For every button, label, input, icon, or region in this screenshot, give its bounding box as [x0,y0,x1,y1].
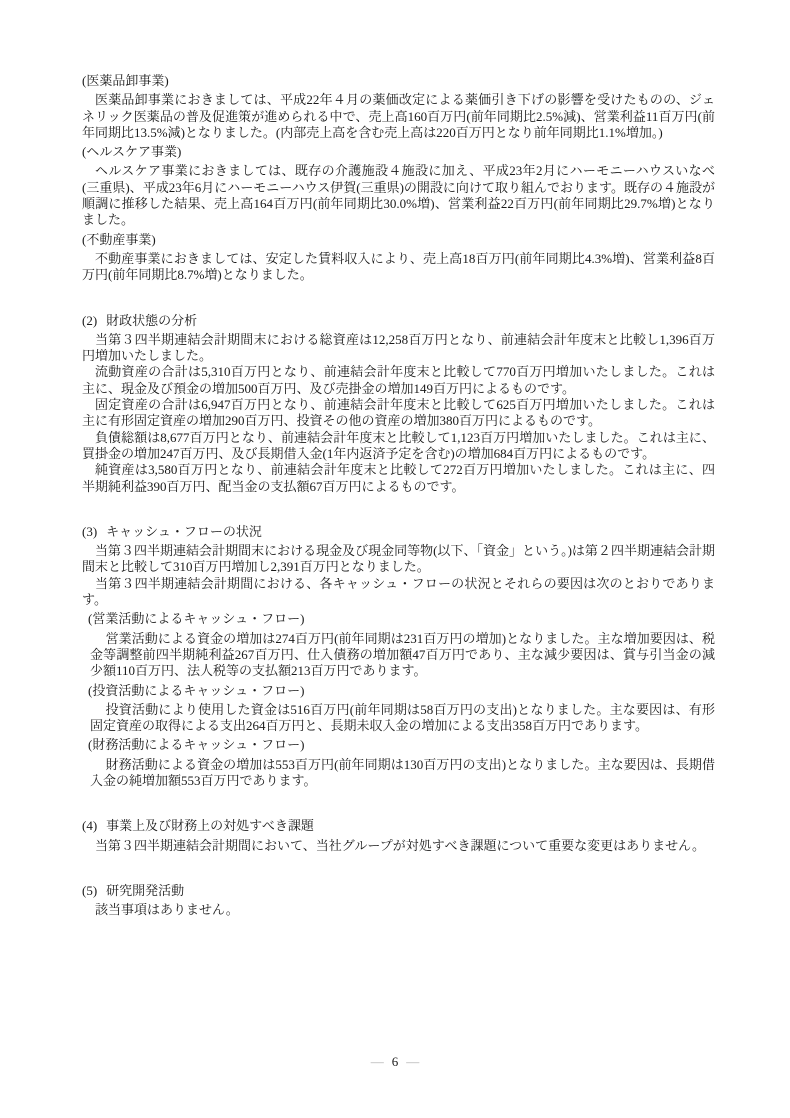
page-footer [0,1054,790,1070]
paragraph-real-estate: 不動産事業におきましては、安定した賃料収入により、売上高18百万円(前年同期比4.3%増)、営業利益8百万円(前年同期比8.7%増)となりました。 [82,250,715,283]
paragraph-healthcare: ヘルスケア事業におきましては、既存の介護施設４施設に加え、平成23年2月にハーモニーハウスいなべ(三重県)、平成23年6月にハーモニーハウス伊賀(三重県)の開設に向けて取り組んでおります。既存の４施設が順調に推移した結果、売上高164百万円(前年同期比30.0%増)、営業利益22百万円(前年同期比29.7%増)となりました。 [82,163,715,228]
section-title: 研究開発活動 [106,882,185,898]
paragraph-pharma-wholesale: 医薬品卸事業におきましては、平成22年４月の薬価改定による薬価引き下げの影響を受けたものの、ジェネリック医薬品の普及促進策が進められる中で、売上高160百万円(前年同期比2.5%減)、営業利益11百万円(前年同期比13.5%減)となりました。(内部売上高を含む売上高は220百万円となり前年同期比1.1%増加。) [82,92,715,140]
section-title: 事業上及び財務上の対処すべき課題 [106,818,314,834]
section-title: キャッシュ・フローの状況 [106,523,262,539]
paragraph-fixed-assets: 固定資産の合計は6,947百万円となり、前連結会計年度末と比較して625百万円増加いたしました。これは主に有形固定資産の増加290百万円、投資その他の資産の増加380百万円によるものです。 [82,397,715,429]
paragraph-cash-equivalents: 当第３四半期連結会計期間末における現金及び現金同等物(以下、「資金」という。)は第２四半期連結会計期間末と比較して310百万円増加し2,391百万円となりました。 [82,543,715,575]
paragraph-cash-flow-intro: 当第３四半期連結会計期間における、各キャッシュ・フローの状況とそれらの要因は次のとおりであります。 [82,575,715,608]
section-number: (3) [82,523,98,539]
paragraph-financing-cashflow: 財務活動による資金の増加は553百万円(前年同期は130百万円の支出)となりました。主な要因は、長期借入金の純増加額553百万円であります。 [90,756,715,788]
cashflow-heading-investing: (投資活動によるキャッシュ・フロー) [88,682,305,698]
section-number: (2) [82,312,98,328]
segment-heading-healthcare: (ヘルスケア事業) [82,144,182,160]
footer-dash-right: ― [406,1054,420,1069]
section-number: (5) [82,882,98,898]
paragraph-rd-activities: 該当事項はありません。 [95,902,239,918]
document-body [82,70,715,918]
paragraph-total-assets: 当第３四半期連結会計期間末における総資産は12,258百万円となり、前連結会計年度末と比較し1,396百万円増加いたしました。 [82,331,715,364]
cashflow-heading-financing: (財務活動によるキャッシュ・フロー) [88,737,305,753]
paragraph-current-assets: 流動資産の合計は5,310百万円となり、前連結会計年度末と比較して770百万円増加いたしました。これは主に、現金及び預金の増加500百万円、及び売掛金の増加149百万円によるものです。 [82,364,715,396]
paragraph-investing-cashflow: 投資活動により使用した資金は516百万円(前年同期は58百万円の支出)となりました。主な要因は、有形固定資産の取得による支出264百万円と、長期未収入金の増加による支出358百万円であります。 [90,701,715,734]
section-heading-cash-flow [82,524,715,540]
section-title: 財政状態の分析 [106,312,198,328]
footer-dash-left: ― [370,1054,384,1069]
section-number: (4) [82,818,98,834]
page-number: 6 [391,1054,399,1069]
section-heading-business-issues [82,818,715,834]
section-heading-rd-activities [82,883,715,899]
paragraph-operating-cashflow: 営業活動による資金の増加は274百万円(前年同期は231百万円の増加)となりました。主な増加要因は、税金等調整前四半期純利益267百万円、仕入債務の増加額47百万円であり、主な減少要因は、賞与引当金の減少額110百万円、法人税等の支払額213百万円であります。 [90,630,715,679]
paragraph-liabilities: 負債総額は8,677百万円となり、前連結会計年度末と比較して1,123百万円増加いたしました。これは主に、買掛金の増加247百万円、及び長期借入金(1年内返済予定を含む)の増加684百万円によるものです。 [82,429,715,461]
segment-heading-pharma-wholesale: (医薬品卸事業) [82,73,169,88]
paragraph-business-issues: 当第３四半期連結会計期間において、当社グループが対処すべき課題について重要な変更はありません。 [95,837,705,853]
cashflow-heading-operating: (営業活動によるキャッシュ・フロー) [88,611,305,627]
paragraph-net-assets: 純資産は3,580百万円となり、前連結会計年度末と比較して272百万円増加いたしました。これは主に、四半期純利益390百万円、配当金の支払額67百万円によるものです。 [82,462,715,494]
section-heading-financial-position [82,313,715,329]
segment-heading-real-estate: (不動産事業) [82,231,156,247]
